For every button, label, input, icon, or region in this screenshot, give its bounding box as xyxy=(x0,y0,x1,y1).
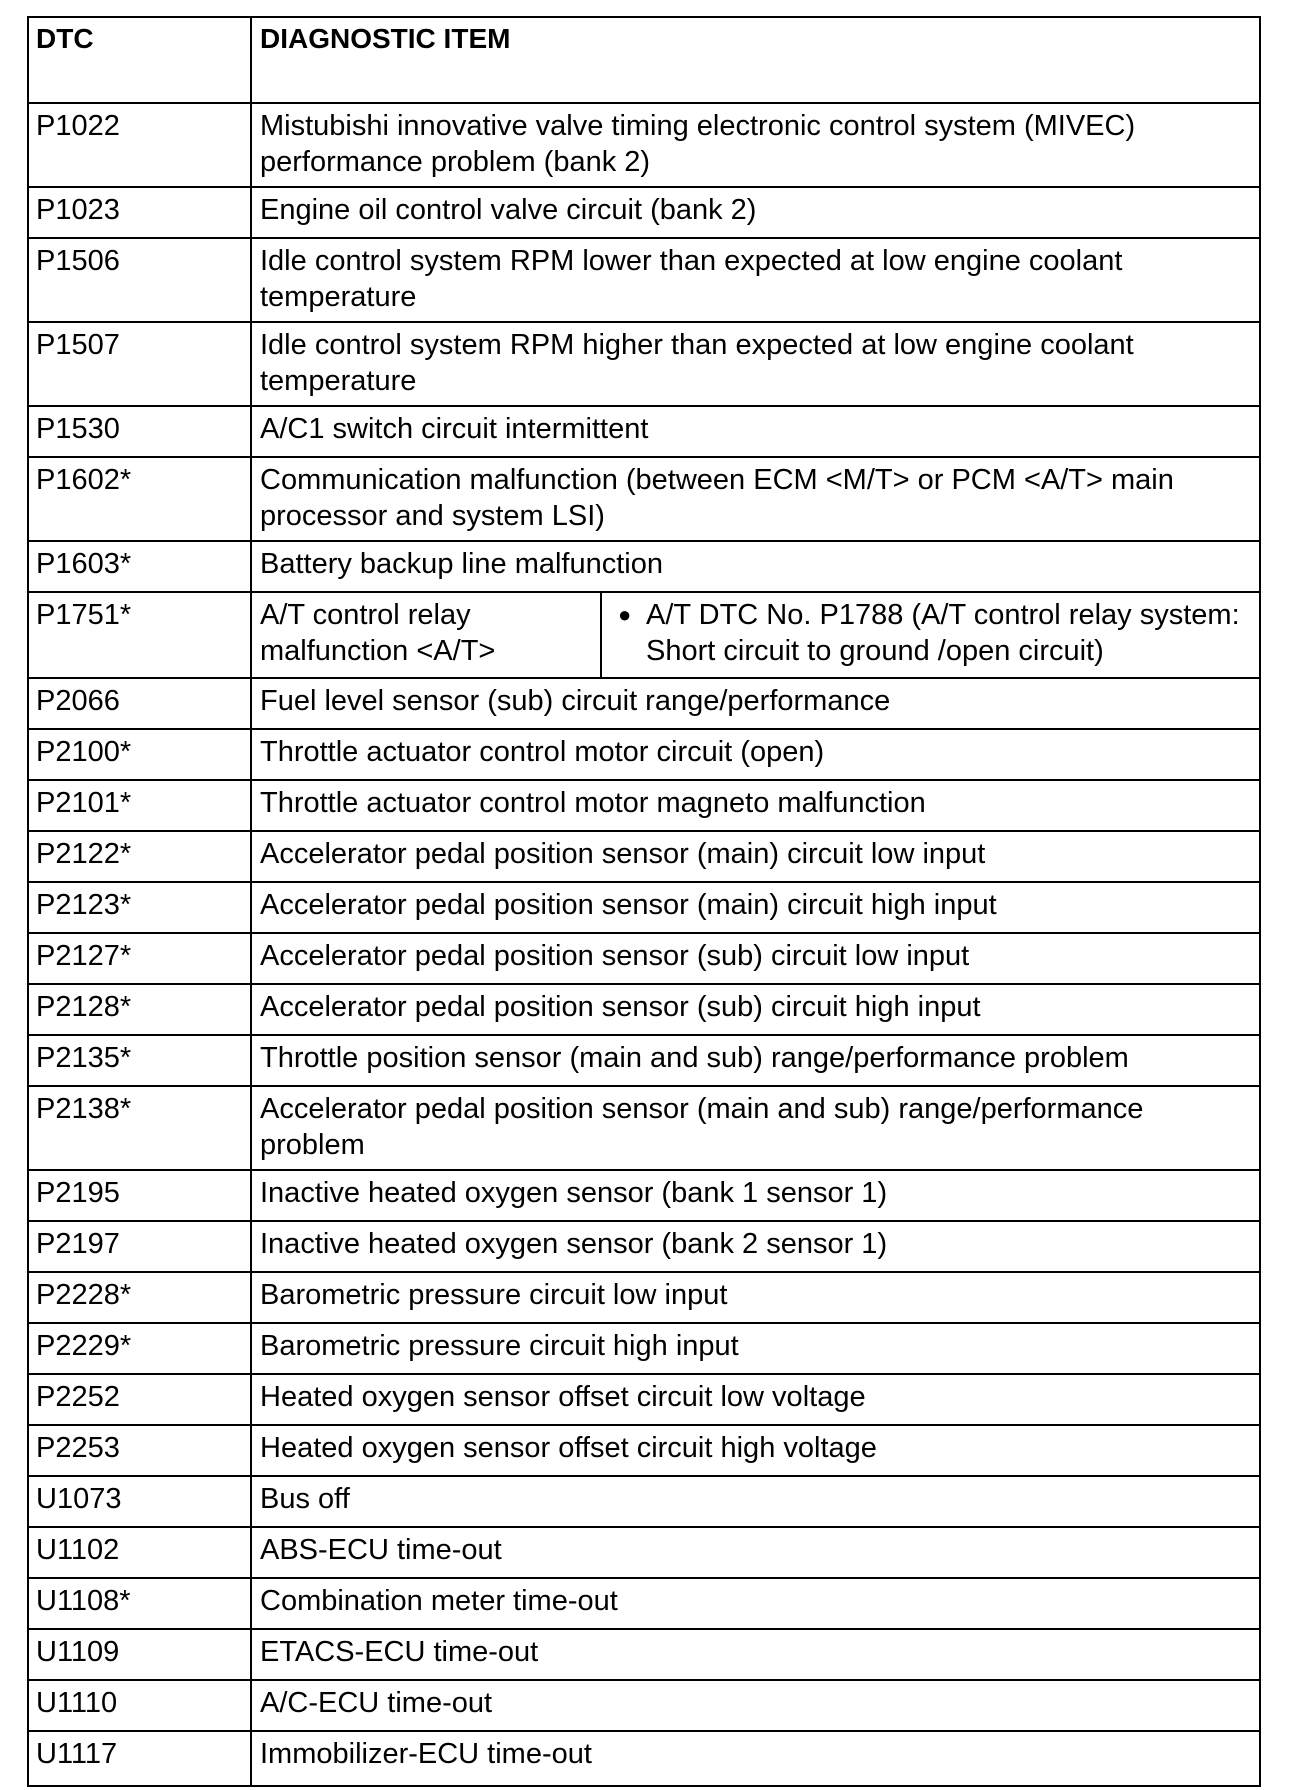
dtc-table xyxy=(27,16,1261,1787)
diagnostic-item: A/T control relay malfunction <A/T> xyxy=(252,593,602,677)
dtc-code: P2127* xyxy=(28,933,251,984)
table-row xyxy=(28,322,1260,406)
diagnostic-item: Throttle actuator control motor magneto malfunction xyxy=(251,780,1260,831)
dtc-code: P1506 xyxy=(28,238,251,322)
table-row xyxy=(28,1374,1260,1425)
diagnostic-item: Barometric pressure circuit low input xyxy=(251,1272,1260,1323)
dtc-code: U1108* xyxy=(28,1578,251,1629)
table-row xyxy=(28,780,1260,831)
diagnostic-item: Communication malfunction (between ECM <M/T> or PCM <A/T> main processor and system LSI) xyxy=(251,457,1260,541)
table-row xyxy=(28,1527,1260,1578)
diagnostic-item: Idle control system RPM higher than expected at low engine coolant temperature xyxy=(251,322,1260,406)
table-row xyxy=(28,541,1260,592)
dtc-code: P1530 xyxy=(28,406,251,457)
dtc-code: P1751* xyxy=(28,592,251,678)
diagnostic-item: ETACS-ECU time-out xyxy=(251,1629,1260,1680)
dtc-code: P2128* xyxy=(28,984,251,1035)
table-row xyxy=(28,1476,1260,1527)
dtc-code: P1602* xyxy=(28,457,251,541)
dtc-code: U1109 xyxy=(28,1629,251,1680)
diagnostic-item: Throttle position sensor (main and sub) range/performance problem xyxy=(251,1035,1260,1086)
related-dtc-note xyxy=(602,593,1259,677)
table-row xyxy=(28,1578,1260,1629)
diagnostic-item: Barometric pressure circuit high input xyxy=(251,1323,1260,1374)
diagnostic-item-split xyxy=(251,592,1260,678)
dtc-code: P2066 xyxy=(28,678,251,729)
diagnostic-item: Mistubishi innovative valve timing electronic control system (MIVEC) performance problem (bank 2) xyxy=(251,103,1260,187)
table-row xyxy=(28,1425,1260,1476)
dtc-code: P2100* xyxy=(28,729,251,780)
bullet-icon: ● xyxy=(618,602,632,627)
diagnostic-item: Inactive heated oxygen sensor (bank 1 sensor 1) xyxy=(251,1170,1260,1221)
diagnostic-item: Accelerator pedal position sensor (main and sub) range/performance problem xyxy=(251,1086,1260,1170)
table-row xyxy=(28,1272,1260,1323)
related-dtc-text: A/T DTC No. P1788 (A/T control relay system: Short circuit to ground /open circuit) xyxy=(646,599,1240,667)
dtc-code: P2135* xyxy=(28,1035,251,1086)
header-diagnostic-item: DIAGNOSTIC ITEM xyxy=(251,17,1260,103)
table-header-row xyxy=(28,17,1260,103)
dtc-code: P1507 xyxy=(28,322,251,406)
diagnostic-item: ABS-ECU time-out xyxy=(251,1527,1260,1578)
diagnostic-item: Immobilizer-ECU time-out xyxy=(251,1731,1260,1786)
diagnostic-item: Heated oxygen sensor offset circuit low voltage xyxy=(251,1374,1260,1425)
dtc-code: P2229* xyxy=(28,1323,251,1374)
table-row xyxy=(28,1170,1260,1221)
header-dtc: DTC xyxy=(28,17,251,103)
diagnostic-item: Accelerator pedal position sensor (main) circuit high input xyxy=(251,882,1260,933)
table-row xyxy=(28,103,1260,187)
dtc-code: P2253 xyxy=(28,1425,251,1476)
dtc-code: U1102 xyxy=(28,1527,251,1578)
table-row xyxy=(28,1221,1260,1272)
dtc-code: U1073 xyxy=(28,1476,251,1527)
diagnostic-item: Heated oxygen sensor offset circuit high voltage xyxy=(251,1425,1260,1476)
table-row xyxy=(28,592,1260,678)
diagnostic-item: Accelerator pedal position sensor (main) circuit low input xyxy=(251,831,1260,882)
table-row xyxy=(28,238,1260,322)
table-row xyxy=(28,984,1260,1035)
diagnostic-item: Throttle actuator control motor circuit (open) xyxy=(251,729,1260,780)
dtc-code: P1603* xyxy=(28,541,251,592)
diagnostic-item: Battery backup line malfunction xyxy=(251,541,1260,592)
dtc-code: P2122* xyxy=(28,831,251,882)
table-row xyxy=(28,831,1260,882)
table-row xyxy=(28,1731,1260,1786)
table-row xyxy=(28,933,1260,984)
diagnostic-item: Combination meter time-out xyxy=(251,1578,1260,1629)
table-row xyxy=(28,729,1260,780)
dtc-code: P1022 xyxy=(28,103,251,187)
diagnostic-item: A/C-ECU time-out xyxy=(251,1680,1260,1731)
table-row xyxy=(28,1680,1260,1731)
table-row xyxy=(28,882,1260,933)
table-row xyxy=(28,406,1260,457)
table-row xyxy=(28,1323,1260,1374)
dtc-code: P2252 xyxy=(28,1374,251,1425)
dtc-code: P2228* xyxy=(28,1272,251,1323)
dtc-code: P2101* xyxy=(28,780,251,831)
table-row xyxy=(28,187,1260,238)
diagnostic-item: Accelerator pedal position sensor (sub) circuit high input xyxy=(251,984,1260,1035)
diagnostic-item: Inactive heated oxygen sensor (bank 2 sensor 1) xyxy=(251,1221,1260,1272)
diagnostic-item: Accelerator pedal position sensor (sub) circuit low input xyxy=(251,933,1260,984)
diagnostic-item: Bus off xyxy=(251,1476,1260,1527)
diagnostic-item: Engine oil control valve circuit (bank 2) xyxy=(251,187,1260,238)
dtc-code: P2123* xyxy=(28,882,251,933)
dtc-code: P2138* xyxy=(28,1086,251,1170)
dtc-code: P2197 xyxy=(28,1221,251,1272)
dtc-code: P2195 xyxy=(28,1170,251,1221)
table-row xyxy=(28,1086,1260,1170)
diagnostic-item: Idle control system RPM lower than expected at low engine coolant temperature xyxy=(251,238,1260,322)
table-row xyxy=(28,457,1260,541)
dtc-code: P1023 xyxy=(28,187,251,238)
dtc-code: U1117 xyxy=(28,1731,251,1786)
table-row xyxy=(28,1629,1260,1680)
table-row xyxy=(28,1035,1260,1086)
diagnostic-item: Fuel level sensor (sub) circuit range/performance xyxy=(251,678,1260,729)
dtc-code: U1110 xyxy=(28,1680,251,1731)
table-row xyxy=(28,678,1260,729)
diagnostic-item: A/C1 switch circuit intermittent xyxy=(251,406,1260,457)
